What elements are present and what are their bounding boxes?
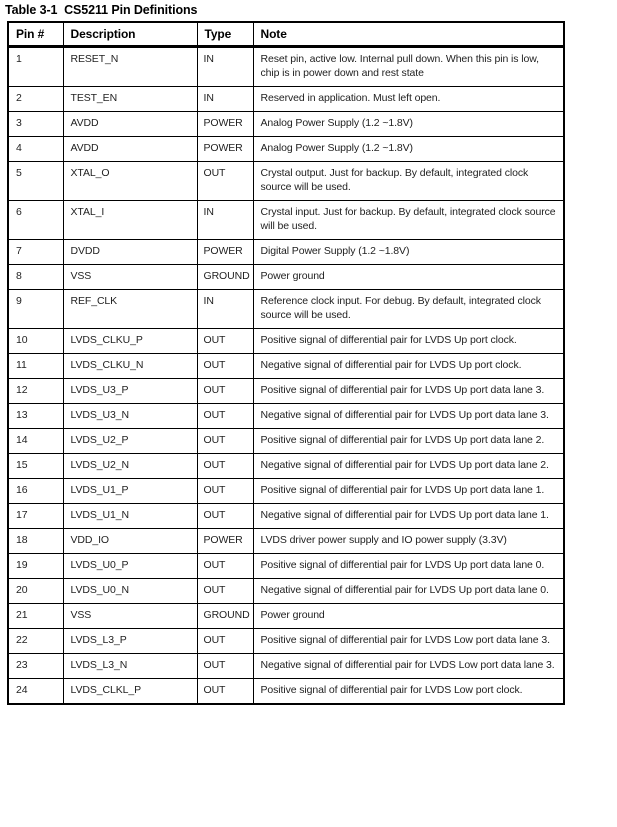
pin-cell: 22 — [8, 629, 63, 654]
type-cell: OUT — [197, 579, 253, 604]
note-cell: Reset pin, active low. Internal pull down. When this pin is low, chip is in power down and rest state — [253, 47, 564, 87]
description-cell: LVDS_U1_N — [63, 504, 197, 529]
pin-cell: 21 — [8, 604, 63, 629]
table-row — [8, 162, 564, 201]
description-cell: REF_CLK — [63, 290, 197, 329]
table-row — [8, 265, 564, 290]
description-cell: XTAL_O — [63, 162, 197, 201]
type-cell: OUT — [197, 404, 253, 429]
column-header-type: Type — [197, 22, 253, 47]
description-cell: RESET_N — [63, 47, 197, 87]
description-cell: LVDS_U2_P — [63, 429, 197, 454]
pin-cell: 9 — [8, 290, 63, 329]
pin-cell: 11 — [8, 354, 63, 379]
table-row — [8, 579, 564, 604]
pin-cell: 1 — [8, 47, 63, 87]
pin-cell: 8 — [8, 265, 63, 290]
pin-cell: 4 — [8, 137, 63, 162]
type-cell: OUT — [197, 679, 253, 705]
description-cell: VSS — [63, 265, 197, 290]
note-cell: Positive signal of differential pair for LVDS Up port data lane 2. — [253, 429, 564, 454]
pin-cell: 23 — [8, 654, 63, 679]
description-cell: LVDS_CLKL_P — [63, 679, 197, 705]
pin-cell: 16 — [8, 479, 63, 504]
pin-cell: 10 — [8, 329, 63, 354]
pin-cell: 12 — [8, 379, 63, 404]
header-row — [8, 22, 564, 47]
table-row — [8, 240, 564, 265]
column-header-note: Note — [253, 22, 564, 47]
table-row — [8, 112, 564, 137]
description-cell: LVDS_U2_N — [63, 454, 197, 479]
table-row — [8, 329, 564, 354]
note-cell: Analog Power Supply (1.2 ~1.8V) — [253, 137, 564, 162]
table-header — [8, 22, 564, 47]
table-row — [8, 654, 564, 679]
type-cell: POWER — [197, 137, 253, 162]
note-cell: Analog Power Supply (1.2 ~1.8V) — [253, 112, 564, 137]
table-row — [8, 87, 564, 112]
note-cell: Positive signal of differential pair for LVDS Up port data lane 0. — [253, 554, 564, 579]
type-cell: IN — [197, 201, 253, 240]
description-cell: LVDS_U0_P — [63, 554, 197, 579]
type-cell: POWER — [197, 112, 253, 137]
pin-cell: 5 — [8, 162, 63, 201]
note-cell: LVDS driver power supply and IO power supply (3.3V) — [253, 529, 564, 554]
note-cell: Positive signal of differential pair for LVDS Up port clock. — [253, 329, 564, 354]
note-cell: Positive signal of differential pair for LVDS Low port data lane 3. — [253, 629, 564, 654]
table-row — [8, 47, 564, 87]
description-cell: LVDS_U0_N — [63, 579, 197, 604]
description-cell: LVDS_L3_P — [63, 629, 197, 654]
note-cell: Positive signal of differential pair for LVDS Up port data lane 1. — [253, 479, 564, 504]
type-cell: OUT — [197, 554, 253, 579]
column-header-pin: Pin # — [8, 22, 63, 47]
table-row — [8, 379, 564, 404]
pin-cell: 15 — [8, 454, 63, 479]
description-cell: LVDS_U3_N — [63, 404, 197, 429]
pin-definitions-table — [7, 21, 565, 705]
type-cell: OUT — [197, 654, 253, 679]
description-cell: AVDD — [63, 112, 197, 137]
table-body — [8, 47, 564, 705]
table-row — [8, 529, 564, 554]
description-cell: LVDS_CLKU_P — [63, 329, 197, 354]
note-cell: Negative signal of differential pair for LVDS Up port clock. — [253, 354, 564, 379]
type-cell: IN — [197, 47, 253, 87]
pin-cell: 3 — [8, 112, 63, 137]
type-cell: IN — [197, 290, 253, 329]
note-cell: Negative signal of differential pair for LVDS Up port data lane 0. — [253, 579, 564, 604]
type-cell: OUT — [197, 629, 253, 654]
description-cell: DVDD — [63, 240, 197, 265]
type-cell: OUT — [197, 329, 253, 354]
note-cell: Crystal input. Just for backup. By default, integrated clock source will be used. — [253, 201, 564, 240]
note-cell: Reference clock input. For debug. By default, integrated clock source will be used. — [253, 290, 564, 329]
pin-cell: 18 — [8, 529, 63, 554]
note-cell: Positive signal of differential pair for LVDS Up port data lane 3. — [253, 379, 564, 404]
type-cell: OUT — [197, 454, 253, 479]
note-cell: Reserved in application. Must left open. — [253, 87, 564, 112]
table-title: Table 3-1 CS5211 Pin Definitions — [5, 3, 198, 17]
description-cell: VSS — [63, 604, 197, 629]
table-row — [8, 554, 564, 579]
table-row — [8, 454, 564, 479]
table-row — [8, 429, 564, 454]
type-cell: OUT — [197, 504, 253, 529]
type-cell: OUT — [197, 379, 253, 404]
pin-cell: 20 — [8, 579, 63, 604]
table-row — [8, 290, 564, 329]
description-cell: LVDS_CLKU_N — [63, 354, 197, 379]
description-cell: LVDS_U1_P — [63, 479, 197, 504]
note-cell: Positive signal of differential pair for LVDS Low port clock. — [253, 679, 564, 705]
pin-cell: 14 — [8, 429, 63, 454]
description-cell: AVDD — [63, 137, 197, 162]
column-header-description: Description — [63, 22, 197, 47]
description-cell: XTAL_I — [63, 201, 197, 240]
type-cell: GROUND — [197, 604, 253, 629]
type-cell: OUT — [197, 162, 253, 201]
type-cell: GROUND — [197, 265, 253, 290]
type-cell: POWER — [197, 240, 253, 265]
table-row — [8, 354, 564, 379]
pin-cell: 6 — [8, 201, 63, 240]
pin-cell: 13 — [8, 404, 63, 429]
note-cell: Negative signal of differential pair for LVDS Low port data lane 3. — [253, 654, 564, 679]
pin-cell: 17 — [8, 504, 63, 529]
type-cell: OUT — [197, 354, 253, 379]
description-cell: LVDS_U3_P — [63, 379, 197, 404]
description-cell: TEST_EN — [63, 87, 197, 112]
pin-cell: 24 — [8, 679, 63, 705]
table-row — [8, 201, 564, 240]
pin-cell: 19 — [8, 554, 63, 579]
description-cell: LVDS_L3_N — [63, 654, 197, 679]
type-cell: OUT — [197, 429, 253, 454]
type-cell: OUT — [197, 479, 253, 504]
note-cell: Negative signal of differential pair for LVDS Up port data lane 2. — [253, 454, 564, 479]
pin-cell: 7 — [8, 240, 63, 265]
note-cell: Power ground — [253, 265, 564, 290]
table-row — [8, 504, 564, 529]
table-row — [8, 604, 564, 629]
note-cell: Negative signal of differential pair for LVDS Up port data lane 1. — [253, 504, 564, 529]
table-row — [8, 137, 564, 162]
note-cell: Power ground — [253, 604, 564, 629]
note-cell: Negative signal of differential pair for LVDS Up port data lane 3. — [253, 404, 564, 429]
table-row — [8, 679, 564, 705]
table-row — [8, 479, 564, 504]
table-row — [8, 629, 564, 654]
type-cell: POWER — [197, 529, 253, 554]
pin-cell: 2 — [8, 87, 63, 112]
type-cell: IN — [197, 87, 253, 112]
note-cell: Digital Power Supply (1.2 ~1.8V) — [253, 240, 564, 265]
table-row — [8, 404, 564, 429]
note-cell: Crystal output. Just for backup. By default, integrated clock source will be used. — [253, 162, 564, 201]
description-cell: VDD_IO — [63, 529, 197, 554]
